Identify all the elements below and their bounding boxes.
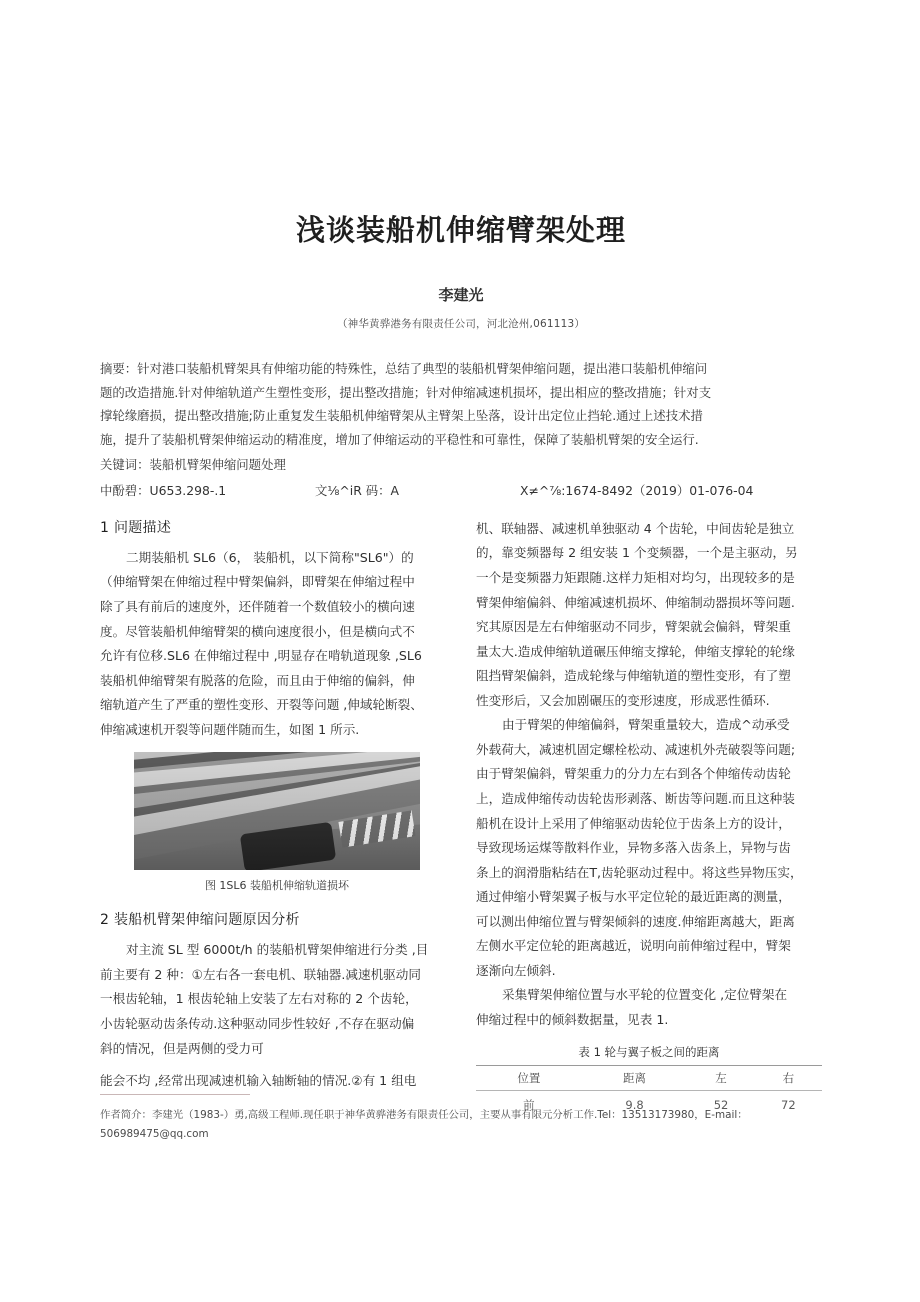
- text-line: 究其原因是左右伸缩驱动不同步，臂架就会偏斜，臂架重: [476, 619, 791, 635]
- column-header-distance: 距离: [582, 1066, 688, 1091]
- text-line: 条上的润滑脂粘结在T,齿轮驱动过程中。将这些异物压实，: [476, 864, 803, 880]
- right-paragraph-3: [476, 983, 822, 1032]
- section-2-paragraph: [100, 938, 446, 1061]
- text-line: 外载荷大，减速机固定螺栓松动、减速机外壳破裂等问题;: [476, 741, 796, 757]
- document-code: 文⅛^iR 码：A: [315, 482, 400, 498]
- text-line: （伸缩臂架在伸缩过程中臂架偏斜，即臂架在伸缩过程中: [100, 574, 415, 590]
- page-title: 浅谈装船机伸缩臂架处理: [295, 213, 626, 247]
- text-line: 的，靠变频器每 2 组安装 1 个变频器，一个是主驱动，另: [476, 545, 798, 561]
- text-line: 伸缩过程中的倾斜数据量，见表 1.: [476, 1011, 669, 1027]
- footnote-line: 作者简介：李建光（1983-）勇,高级工程师.现任职于神华黄骅港务有限责任公司，主要从事有限元分析工作.Tel：13513173980，E-mail：: [100, 1109, 748, 1121]
- text-line: 除了具有前后的速度外，还伴随着一个数值较小的横向速: [100, 599, 415, 615]
- abstract-line: 撑轮缘磨损，提出整改措施;防止重复发生装船机伸缩臂架从主臂架上坠落，设计出定位止挡轮.通过上述技术措: [100, 408, 703, 424]
- footnote-line: 506989475@qq.com: [100, 1128, 209, 1141]
- abstract-line: 施，提升了装船机臂架伸缩运动的精准度，增加了伸缩运动的平稳性和可靠性，保障了装船机臂架的安全运行.: [100, 432, 699, 448]
- page-content: [100, 0, 822, 1302]
- table-1-caption: 表 1 轮与翼子板之间的距离: [578, 1045, 720, 1060]
- author-biography-footnote: [100, 1106, 822, 1145]
- text-line: 可以测出伸缩位置与臂架倾斜的速度.伸缩距离越大，距离: [476, 913, 795, 929]
- column-header-left: 左: [687, 1066, 754, 1091]
- abstract-line: 摘要：针对港口装船机臂架具有伸缩功能的特殊性，总结了典型的装船机臂架伸缩问题，提出港口装船机伸缩问: [100, 360, 708, 376]
- abstract-block: [100, 357, 822, 452]
- clc-code: 中酚碧：U653.298-.1: [100, 482, 227, 498]
- text-line: 逐渐向左倾斜.: [476, 962, 556, 978]
- table-header: [476, 1066, 822, 1091]
- text-line: 斜的情况，但是两侧的受力可: [100, 1040, 264, 1056]
- text-line: 装船机伸缩臂架有脱落的危险，而且由于伸缩的偏斜，伸: [100, 672, 415, 688]
- text-line: 度。尽管装船机伸缩臂架的横向速度很小，但是横向式不: [100, 623, 415, 639]
- text-line: 导致现场运煤等散料作业，异物多落入齿条上，异物与齿: [476, 840, 791, 856]
- article-id: X≠^⅞:1674-8492（2019）01-076-04: [520, 482, 754, 498]
- text-line: 上，造成伸缩传动齿轮齿形剥落、断齿等问题.而且这种装: [476, 790, 795, 806]
- figure-1-photo: [134, 752, 420, 870]
- table-header-row: [476, 1066, 822, 1091]
- table-cell: 9.8: [625, 1098, 644, 1113]
- text-line: 一根齿轮轴，1 根齿轮轴上安装了左右对称的 2 个齿轮，: [100, 991, 418, 1007]
- table-cell: 52: [713, 1098, 729, 1113]
- author-affiliation: （神华黄骅港务有限责任公司，河北沧州,061113）: [336, 317, 586, 330]
- text-line: 对主流 SL 型 6000t/h 的装船机臂架伸缩进行分类 ,目: [126, 942, 429, 958]
- left-column: [100, 517, 446, 1117]
- footnote-divider: [100, 1094, 250, 1095]
- section-heading-2: 2 装船机臂架伸缩问题原因分析: [100, 912, 300, 929]
- text-line: 臂架伸缩偏斜、伸缩减速机损坏、伸缩制动器损坏等问题.: [476, 594, 795, 610]
- text-line: 前主要有 2 种：①左右各一套电机、联轴器.减速机驱动同: [100, 966, 421, 982]
- table-cell: 前: [523, 1098, 535, 1113]
- photo-vignette: [134, 752, 420, 870]
- text-line: 量太大.造成伸缩轨道碾压伸缩支撑轮，伸缩支撑轮的轮缘: [476, 643, 795, 659]
- text-line: 由于臂架的伸缩偏斜，臂架重量较大，造成^动承受: [502, 717, 790, 733]
- text-line: 性变形后，又会加剧碾压的变形速度，形成恶性循环.: [476, 692, 770, 708]
- spacer: [100, 897, 446, 909]
- figure-1-caption: 图 1SL6 装船机伸缩轨道损坏: [204, 879, 350, 893]
- title-block: [100, 0, 822, 331]
- right-paragraph-1: [476, 517, 822, 713]
- text-line: 通过伸缩小臂架翼子板与水平定位轮的最近距离的测量，: [476, 889, 791, 905]
- body-columns: [100, 517, 822, 1117]
- abstract-line: 题的改造措施.针对伸缩轨道产生塑性变形，提出整改措施；针对伸缩减速机损坏，提出相应的整改措施；针对支: [100, 384, 712, 400]
- spacer: [100, 1061, 446, 1069]
- text-line: 采集臂架伸缩位置与水平轮的位置变化 ,定位臂架在: [502, 987, 788, 1003]
- column-header-position: 位置: [476, 1066, 582, 1091]
- text-line: 一个是变频器力矩跟随.这样力矩相对均匀，出现较多的是: [476, 570, 795, 586]
- table-cell: 72: [781, 1098, 796, 1113]
- text-line: 由于臂架偏斜，臂架重力的分力左右到各个伸缩传动齿轮: [476, 766, 791, 782]
- author-name: 李建光: [438, 285, 484, 304]
- text-line: 阻挡臂架偏斜，造成轮缘与伸缩轨道的塑性变形，有了塑: [476, 668, 791, 684]
- figure-1: [100, 752, 446, 893]
- text-line: 缩轨道产生了严重的塑性变形、开裂等问题 ,伸域轮断裂、: [100, 697, 423, 713]
- keywords-line: 关键词：装船机臂架伸缩问题处理: [100, 456, 286, 472]
- right-column: [476, 517, 822, 1117]
- classification-codes-row: [100, 479, 822, 503]
- text-line: 机、联轴器、减速机单独驱动 4 个齿轮，中间齿轮是独立: [476, 520, 795, 536]
- text-line: 允许有位移.SL6 在伸缩过程中 ,明显存在啃轨道现象 ,SL6: [100, 648, 422, 664]
- text-line: 能会不均 ,经常出现减速机输入轴断轴的情况.②有 1 组电: [100, 1073, 417, 1089]
- text-line: 左侧水平定位轮的距离越近，说明向前伸缩过程中，臂架: [476, 938, 791, 954]
- text-line: 小齿轮驱动齿条传动.这种驱动同步性较好 ,不存在驱动偏: [100, 1015, 415, 1031]
- text-line: 伸缩减速机开裂等问题伴随而生，如图 1 所示.: [100, 721, 360, 737]
- text-line: 船机在设计上采用了伸缩驱动齿轮位于齿条上方的设计，: [476, 815, 791, 831]
- section-2-paragraph-tail: [100, 1069, 446, 1094]
- section-heading-1: 1 问题描述: [100, 519, 172, 536]
- column-header-right: 右: [755, 1066, 822, 1091]
- section-1-paragraph: [100, 546, 446, 742]
- text-line: 二期装船机 SL6（6， 装船机，以下简称"SL6"）的: [126, 549, 414, 565]
- right-paragraph-2: [476, 713, 822, 983]
